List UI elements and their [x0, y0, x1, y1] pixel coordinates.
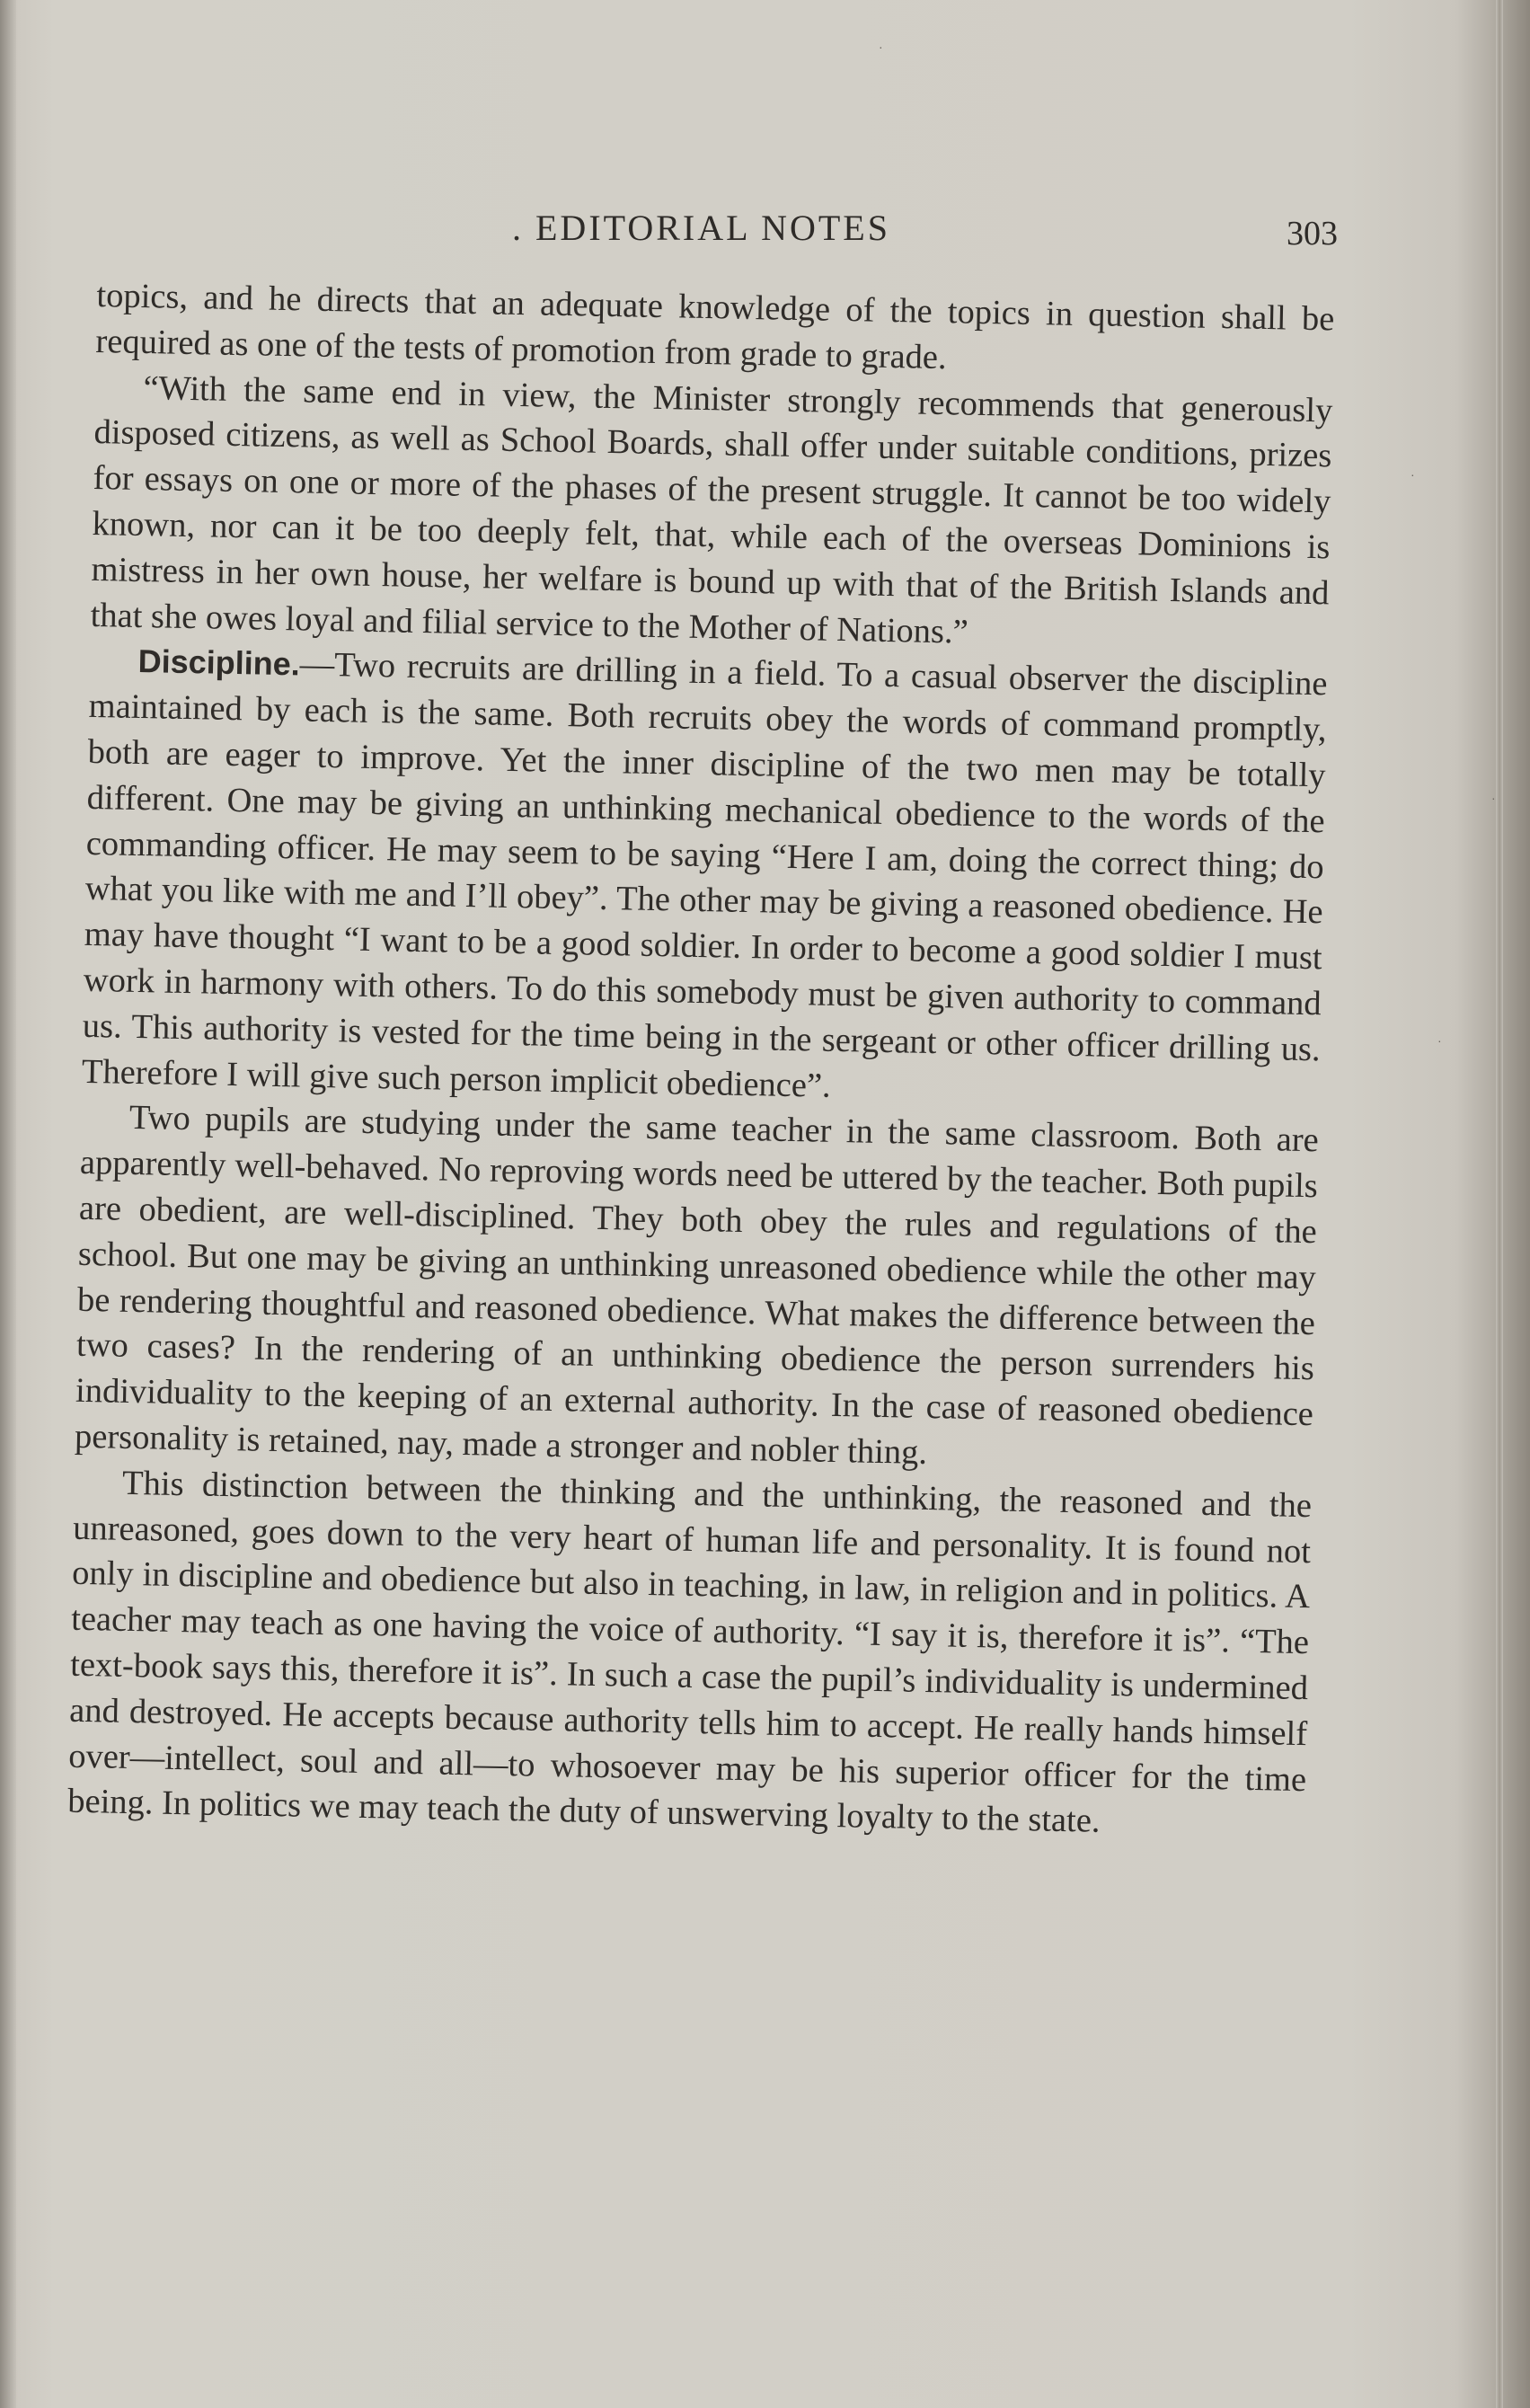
paragraph-quotation: “With the same end in view, the Minister strongly recommends that generously disposed citizens, as well as School Boards, shall offer under suitable conditions, prizes for essays on one or more of the phases of the present struggle. It cannot be too widely known, nor can it be too deeply felt, that, while each of the overseas Dominions is mistress in her own house, her welfare is bound up with that of the British Islands and that she owes loyal and filial service to the Mother of Nations.”	[90, 368, 1333, 651]
body-text	[67, 273, 1335, 1848]
paragraph-discipline	[81, 638, 1327, 1118]
page-edge	[1496, 0, 1503, 2408]
spine-shadow	[0, 0, 16, 2408]
paragraph-discipline-text: —Two recruits are drilling in a field. To a casual observer the discipline maintained by each is the same. Both recruits obey the words of command promptly, both are eager to improve. Yet the inner discipline of the two men may be totally different. One may be giving an unthinking mechanical obedience to the words of the commanding officer. He may seem to be saying “Here I am, doing the correct thing; do what you like with me and I’ll obey”. The other may be giving a reasoned obedience. He may have thought “I want to be a good soldier. In order to become a good soldier I must work in harmony with others. To do this somebody must be given authority to command us. This authority is vested for the time being in the sergeant or other officer drilling us. Therefore I will give such person implicit obedience”.	[81, 645, 1328, 1105]
paragraph-two-pupils: Two pupils are studying under the same teacher in the same classroom. Both are apparently well-behaved. No reproving words need be uttered by the teacher. Both pupils are obedient, are well-disciplined. They both obey the rules and regulations of the school. But one may be giving an unthinking unreasoned obedience while the other may be rendering thoughtful and reasoned obedience. What makes the difference between the two cases? In the rendering of an unthinking obedience the person surrenders his individuality to the keeping of an external authority. In the case of reasoned obedience personality is retained, nay, made a stronger and nobler thing.	[74, 1099, 1320, 1472]
page-header	[0, 199, 1530, 253]
paragraph-continued: topics, and he directs that an adequate knowledge of the topics in question shall be required as one of the tests of promotion from grade to grade.	[95, 276, 1335, 376]
running-title: . EDITORIAL NOTES	[512, 208, 890, 248]
section-heading-discipline: Discipline.	[137, 642, 301, 683]
speck: ·	[1411, 467, 1415, 482]
paragraph-distinction: This distinction between the thinking and the unthinking, the reasoned and the unreasoned, goes down to the very heart of human life and personality. It is found not only in discipline and obedience but also in teaching, in law, in religion and in politics. A teacher may teach as one having the voice of authority. “I say it is, therefore it is”. “The text-book says this, therefore it is”. In such a case the pupil’s individuality is undermined and destroyed. He accepts because authority tells him to accept. He really hands himself over—intellect, soul and all—to whosoever may be his superior officer for the time being. In politics we may teach the duty of unswerving loyalty to the state.	[66, 1464, 1313, 1841]
speck: ·	[1437, 1033, 1442, 1048]
speck: ·	[879, 40, 883, 54]
speck: ·	[1491, 791, 1496, 805]
page-number: 303	[1287, 215, 1338, 252]
